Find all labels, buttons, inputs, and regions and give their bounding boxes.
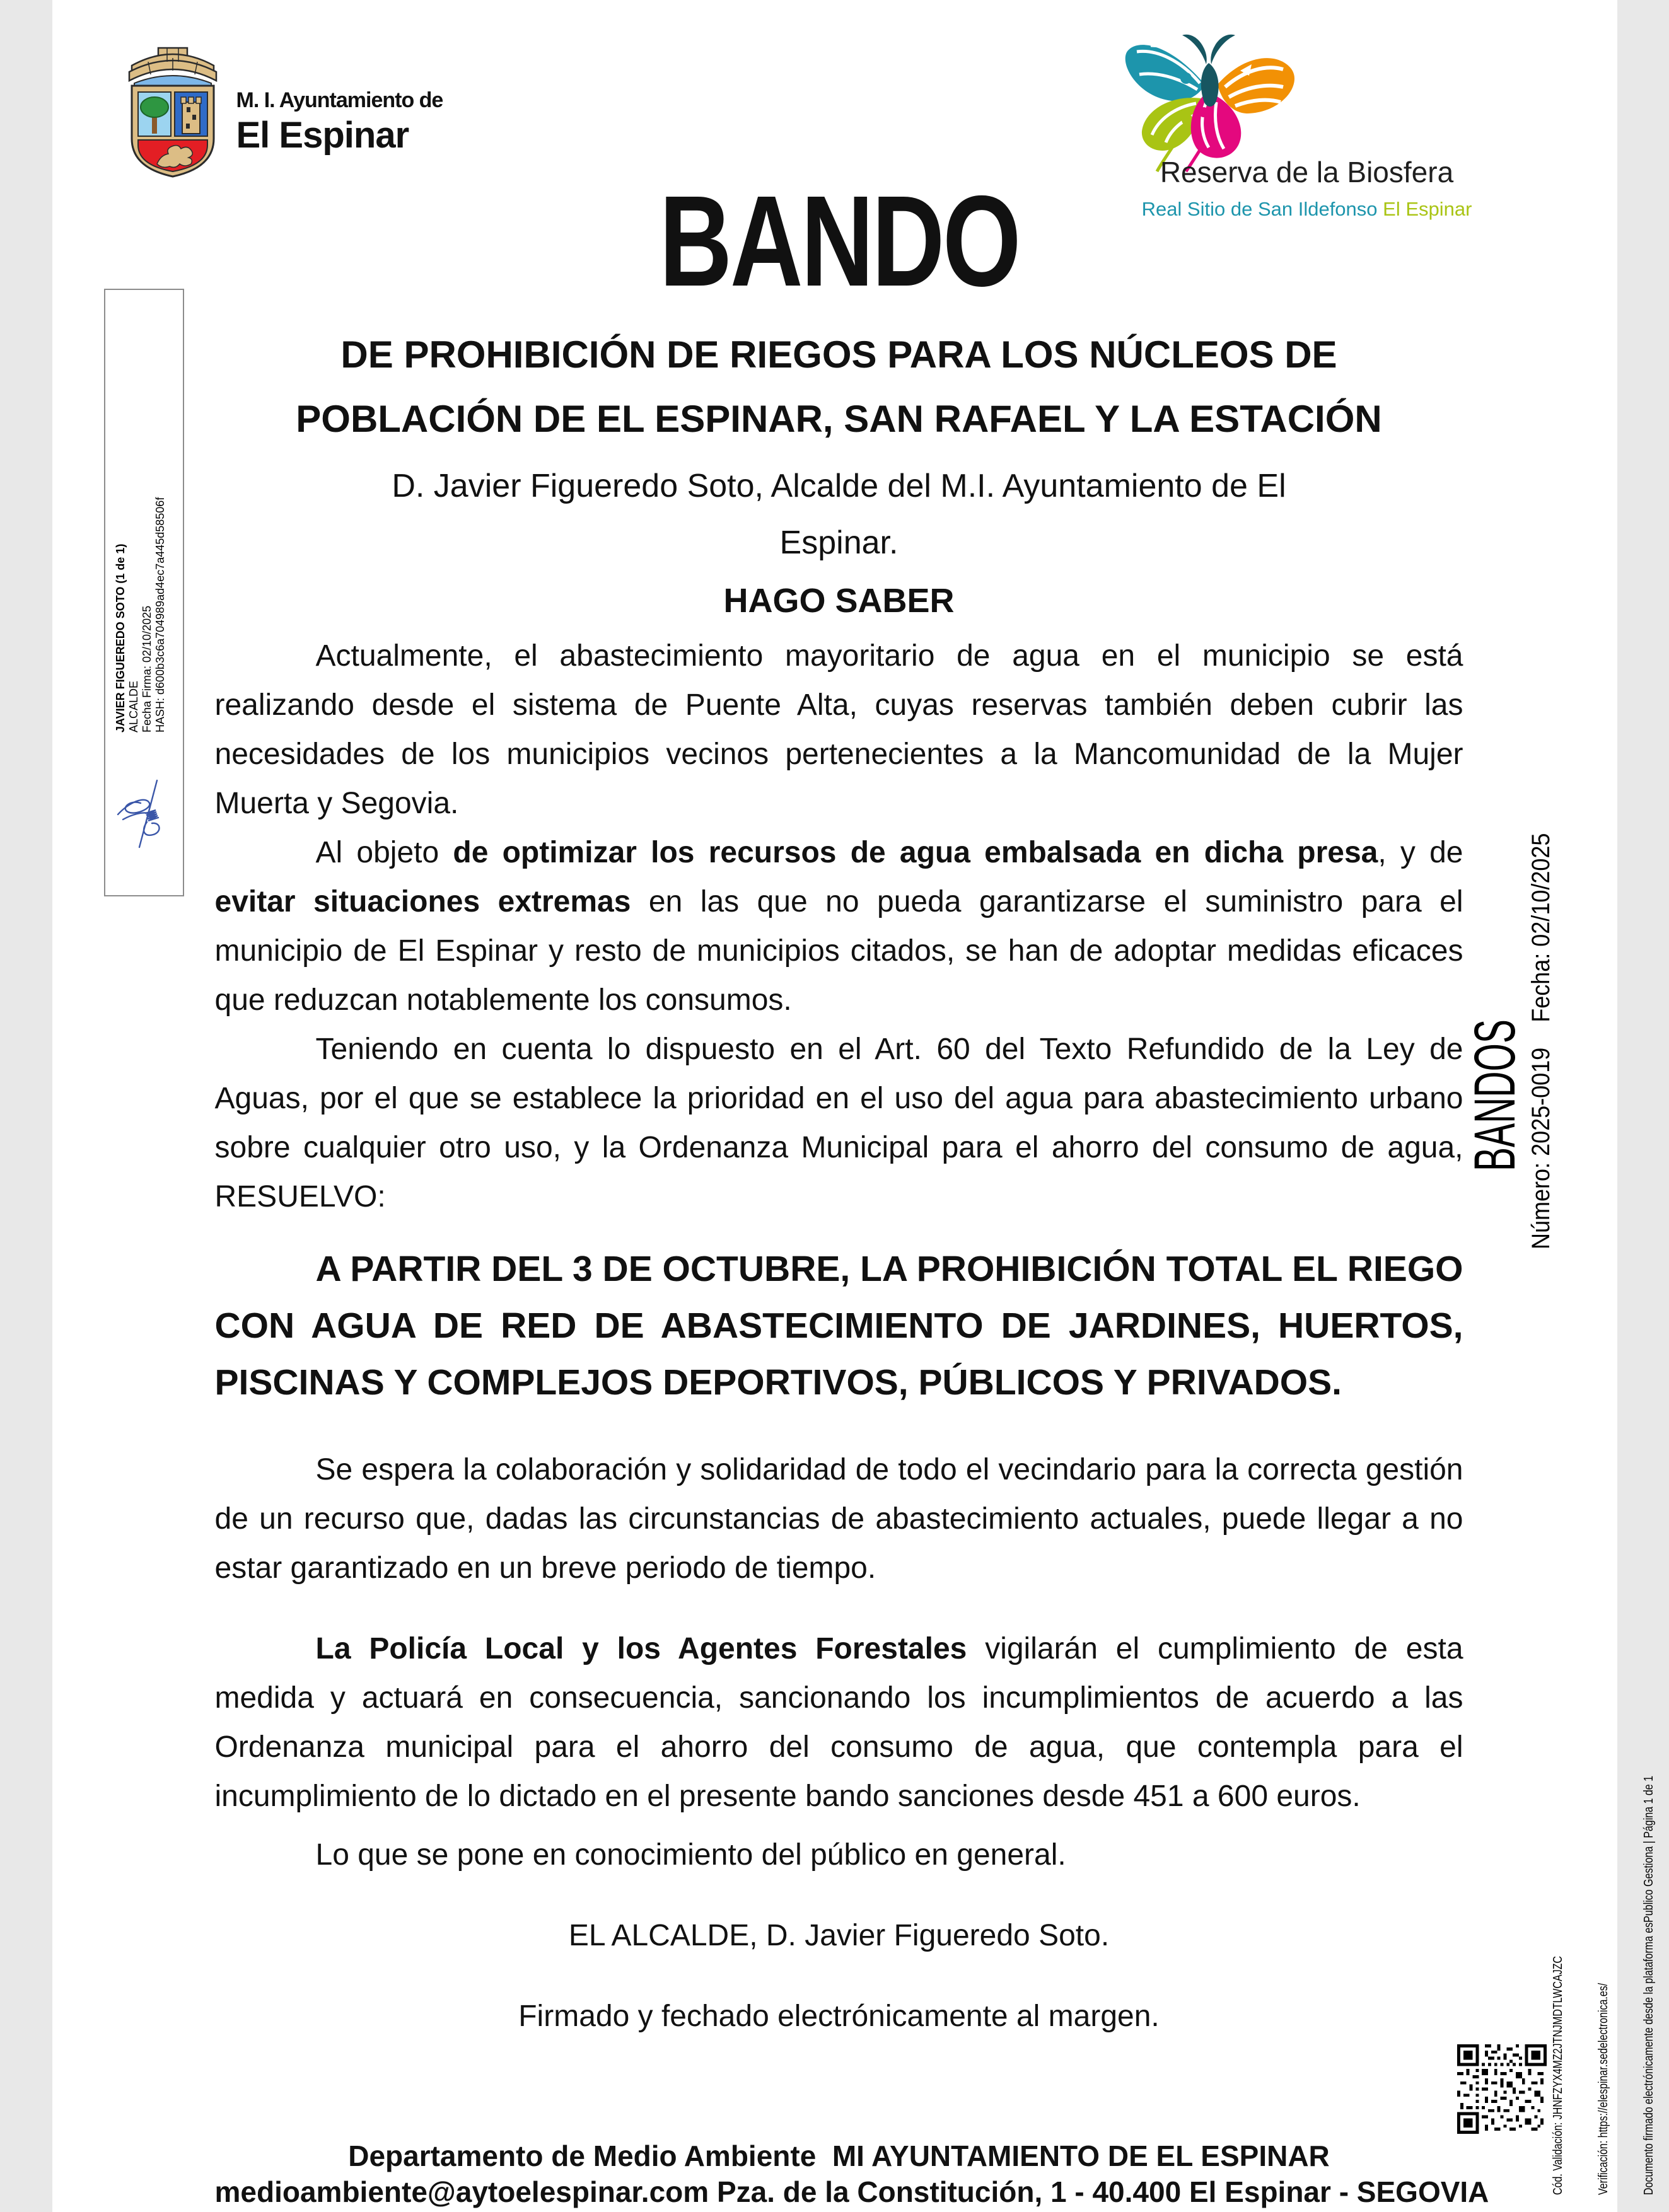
sidebar-doc-type: BANDOS <box>1462 1019 1527 1171</box>
paragraph-el-alcalde: EL ALCALDE, D. Javier Figueredo Soto. <box>568 1919 1110 1952</box>
sidebar-numero-fecha: Número: 2025-0019 Fecha: 02/10/2025 <box>1527 833 1555 1249</box>
signature-date: Fecha Firma: 02/10/2025 <box>140 605 153 733</box>
townhall-logo-text <box>236 90 443 154</box>
qr-code-icon <box>1457 2044 1547 2137</box>
paragraph-prohibicion: A PARTIR DEL 3 DE OCTUBRE, LA PROHIBICIÓN TOTAL EL RIEGO CON AGUA DE RED DE ABASTECIMIENTO DE JARDINES, HUERTOS, PISCINAS Y COMPLEJOS DEPORTIVOS, PÚBLICOS Y PRIVADOS. <box>214 1249 1463 1403</box>
footer-address-line: medioambiente@aytoelespinar.com Pza. de la Constitución, 1 - 40.400 El Espinar - SEGOVIA <box>214 2175 1489 2208</box>
biosphere-line2-teal: Real Sitio de San Ildefonso <box>1141 198 1378 220</box>
mayor-intro-line: D. Javier Figueredo Soto, Alcalde del M.I. Ayuntamiento de El Espinar. <box>392 468 1286 561</box>
signature-box-text <box>114 497 167 733</box>
paragraph-abastecimiento: Actualmente, el abastecimiento mayoritario de agua en el municipio se está realizando desde el sistema de Puente Alta, cuyas reservas también deben cubrir las necesidades de los municipios vecinos pertenecientes a la Mancomunidad de la Mujer Muerta y Segovia. <box>214 639 1463 820</box>
biosphere-line2-green: El Espinar <box>1377 198 1472 220</box>
biosphere-line1: Reserva de la Biosfera <box>1160 156 1454 188</box>
document-subtitle: DE PROHIBICIÓN DE RIEGOS PARA LOS NÚCLEOS DE POBLACIÓN DE EL ESPINAR, SAN RAFAEL Y LA ESTACIÓN <box>296 333 1382 440</box>
bando-document-page <box>52 0 1656 2212</box>
paragraph-conocimiento-publico: Lo que se pone en conocimiento del público en general. <box>315 1838 1066 1872</box>
electronic-signature-box <box>104 289 184 896</box>
document-body <box>215 632 1463 2041</box>
footer-department-line: Departamento de Medio Ambiente MI AYUNTAMIENTO DE EL ESPINAR <box>348 2140 1330 2172</box>
signer-name: JAVIER FIGUEREDO SOTO (1 de 1) <box>113 543 127 733</box>
legal-validation-code: Cód. Validación: JHNFZYX4MZ2JTNJMDTLWCAJZC <box>1550 1955 1565 2195</box>
document-title: BANDO <box>659 169 1019 313</box>
butterfly-icon <box>1112 24 1307 175</box>
document-footer <box>214 2138 1489 2210</box>
coat-of-arms-icon <box>123 44 223 183</box>
paragraph-al-objeto: Al objeto de optimizar los recursos de agua embalsada en dicha presa, y de evitar situaciones extremas en las que no pueda garantizarse el suministro para el municipio de El Espinar y resto de municipios citados, se han de adoptar medidas eficaces que reduzcan notablemente los consumos. <box>214 836 1463 1017</box>
signer-role: ALCALDE <box>127 680 140 733</box>
legal-platform-line: Documento firmado electrónicamente desde la plataforma esPublico Gestiona | Página 1 de 1 <box>1641 1776 1656 2195</box>
townhall-line2: El Espinar <box>236 115 409 156</box>
signature-hash: HASH: d600b3c6a704989ad4ec7a445d58506f <box>153 497 166 733</box>
legal-verification-url: Verificación: https://elespinar.sedelectronica.es/ <box>1596 1983 1610 2195</box>
townhall-line1: M. I. Ayuntamiento de <box>236 88 443 112</box>
paragraph-firmado: Firmado y fechado electrónicamente al margen. <box>518 2000 1160 2033</box>
hago-saber-heading: HAGO SABER <box>723 582 955 620</box>
paragraph-colaboracion: Se espera la colaboración y solidaridad de todo el vecindario para la correcta gestión de un recurso que, dadas las circunstancias de abastecimiento actuales, puede llegar a no estar garantizado en un breve periodo de tiempo. <box>214 1453 1463 1585</box>
handwritten-signature-icon <box>110 775 181 853</box>
paragraph-ley-aguas: Teniendo en cuenta lo dispuesto en el Art. 60 del Texto Refundido de la Ley de Aguas, por el que se establece la prioridad en el uso del agua para abastecimiento urbano sobre cualquier otro uso, y la Ordenanza Municipal para el ahorro del consumo de agua, RESUELVO: <box>214 1033 1463 1213</box>
paragraph-policia: La Policía Local y los Agentes Forestales vigilarán el cumplimiento de esta medida y actuará en consecuencia, sancionando los incumplimientos de acuerdo a las Ordenanza municipal para el ahorro del consumo de agua, que contempla para el incumplimiento de lo dictado en el presente bando sanciones desde 451 a 600 euros. <box>214 1632 1463 1813</box>
